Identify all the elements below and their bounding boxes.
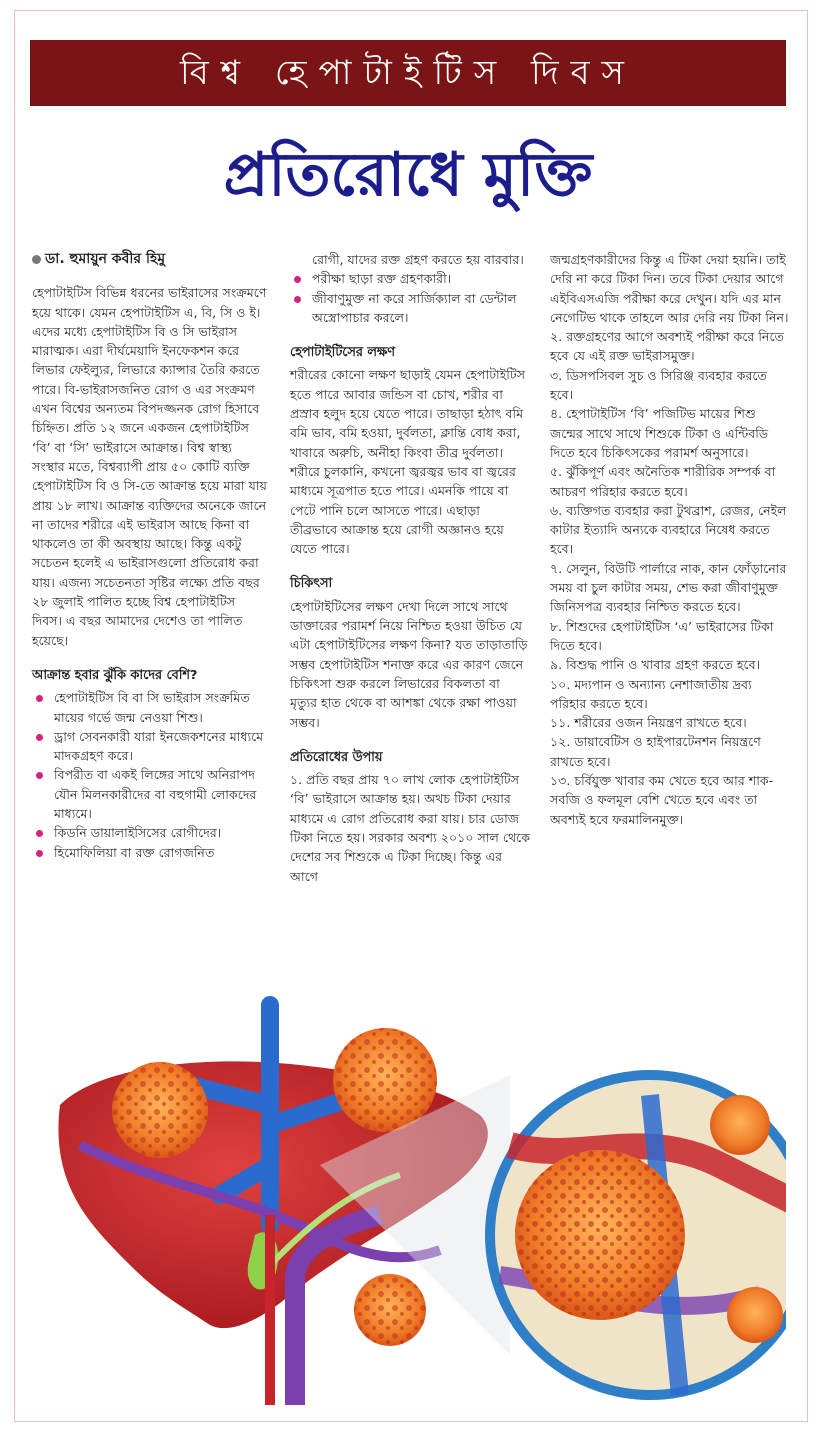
column-1: [32, 250, 268, 862]
treatment-heading: চিকিৎসা: [290, 576, 333, 592]
banner-title: বিশ্ব হেপাটাইটিস দিবস: [30, 40, 786, 106]
prevention-heading: প্রতিরোধের উপায়: [290, 749, 383, 765]
virus-particle: [333, 1028, 437, 1132]
list-item: ৫. ঝুঁকিপূর্ণ এবং অনৈতিক শারীরিক সম্পর্ক বা আচরণ পরিহার করতে হবে।: [550, 464, 776, 499]
risk-list-continued: [290, 269, 530, 327]
list-item: ৩. ডিসপসিবল সুচ ও সিরিঞ্জ ব্যবহার করতে হবে।: [550, 367, 767, 403]
risk-heading: আক্রান্ত হবার ঝুঁকি কাদের বেশি?: [32, 667, 198, 683]
list-item: ৪. হেপাটাইটিস ‘বি’ পজিটিভ মায়ের শিশু জন্মের সাথে সাথে শিশুকে টিকা ও এন্টিবডি দিতে হবে চিকিৎসকের পরামর্শ অনুসারে।: [550, 406, 769, 460]
list-item: পরীক্ষা ছাড়া রক্ত গ্রহণকারী।: [290, 269, 530, 288]
list-item: হেপাটাইটিস বি বা সি ভাইরাস সংক্রমিত মায়ের গর্ভে জন্ম নেওয়া শিশু।: [32, 688, 268, 727]
list-item: ৭. সেলুন, বিউটি পার্লারে নাক, কান ফোঁড়ানোর সময় বা চুল কাটার সময়, শেভ করা জীবাণুমুক্ত জিনিসপত্র ব্যবহার নিশ্চিত করতে হবে।: [550, 560, 787, 615]
virus-particle: [354, 1274, 426, 1346]
risk-continued: রোগী, যাদের রক্ত গ্রহণ করতে হয় বারবার।: [312, 252, 524, 267]
list-item: ১২. ডায়াবেটিস ও হাইপারটেনশন নিয়ন্ত্রণে রাখতে হবে।: [550, 734, 761, 769]
headline: প্রতিরোধে মুক্তি: [223, 140, 593, 210]
list-item: বিপরীত বা একই লিঙ্গের সাথে অনিরাপদ যৌন মিলনকারীদের বা বহুগামী লোকদের মাধ্যমে।: [32, 765, 268, 823]
author-name: ডা. হুমায়ুন কবীর হিমু: [45, 251, 166, 267]
bullet-icon: [32, 255, 41, 264]
list-item: ১১. শরীরের ওজন নিয়ন্ত্রণ রাখতে হবে।: [550, 715, 747, 731]
virus-particle: [112, 1062, 208, 1158]
list-item: জীবাণুমুক্ত না করে সার্জিক্যাল বা ডেন্টাল অস্ত্রোপাচার করলে।: [290, 289, 530, 328]
symptoms-paragraph: শরীরের কোনো লক্ষণ ছাড়াই যেমন হেপাটাইটিস হতে পারে আবার জন্ডিস বা চোখ, শরীর বা প্রস্রাব হলুদ হয়ে যেতে পারে। তাছাড়া হঠাৎ বমি বমি ভাব, বমি হওয়া, দুর্বলতা, ক্লান্তি বোধ করা, খাবারে অরুচি, অনীহা কিংবা তীব্র দুর্বলতা। শরীরে চুলকানি, কখনো জ্বরজ্বর ভাব বা জ্বরের মাধ্যমে সূত্রপাত হতে পারে। এমনকি পায়ে বা পেটে পানি চলে আসতে পারে। এছাড়া তীব্রভাবে আক্রান্ত হয়ে রোগী অজ্ঞানও হয়ে যেতে পারে।: [290, 367, 526, 557]
list-item: ১০. মদ্যপান ও অন্যান্য নেশাজাতীয় দ্রব্য পরিহার করতে হবে।: [550, 676, 752, 711]
prevention-item-1: ১. প্রতি বছর প্রায় ৭০ লাখ লোক হেপাটাইটিস ‘বি’ ভাইরাসে আক্রান্ত হয়। অথচ টিকা দেয়ার মাধ্যমে এ রোগ প্রতিরোধ করা যায়। চার ডোজ টিকা নিতে হয়। সরকার অবশ্য ২০১০ সাল থেকে দেশের সব শিশুকে এ টিকা দিচ্ছে। কিন্তু এর আগে: [290, 772, 531, 884]
list-item: ৬. ব্যক্তিগত ব্যবহার করা টুথব্রাশ, রেজর, নেইল কাটার ইত্যাদি অন্যকে ব্যবহারে নিষেধ করতে হবে।: [550, 502, 787, 557]
magnified-view: [490, 1075, 786, 1395]
list-item: কিডনি ডায়ালাইসিসের রোগীদের।: [32, 823, 268, 842]
column-3: [550, 250, 790, 829]
list-item: ৮. শিশুদের হেপাটাইটিস ‘এ’ ভাইরাসের টিকা দিতে হবে।: [550, 618, 774, 653]
risk-list: [32, 688, 268, 862]
treatment-paragraph: হেপাটাইটিসের লক্ষণ দেখা দিলে সাথে সাথে ডাক্তারের পরামর্শ নিয়ে নিশ্চিত হওয়া উচিত যে এটা হেপাটাইটিসের লক্ষণ কিনা? যত তাড়াতাড়ি সম্ভব হেপাটাইটিস শনাক্ত করে এর কারণ জেনে চিকিৎসা শুরু করলে লিভারের বিকলতা বা মৃত্যুর হাত থেকে বা আশঙ্কা থেকে রক্ষা পাওয়া সম্ভব।: [290, 598, 528, 730]
prevention-continued: জন্মগ্রহণকারীদের কিন্তু এ টিকা দেয়া হয়নি। তাই দেরি না করে টিকা দিন। তবে টিকা দেয়ার আগে এইবিএসএজি পরীক্ষা করে দেখুন। যদি এর মান নেগেটিভ থাকে তাহলে আর দেরি নয় টিকা নিন।: [550, 252, 789, 325]
liver-virus-illustration: [40, 995, 786, 1405]
list-item: হিমোফিলিয়া বা রক্ত রোগজনিত: [32, 843, 268, 862]
column-2: [290, 250, 530, 886]
list-item: ২. রক্তগ্রহণের আগে অবশ্যই পরীক্ষা করে নিতে হবে যে এই রক্ত ভাইরাসমুক্ত।: [550, 329, 784, 364]
intro-paragraph: হেপাটাইটিস বিভিন্ন ধরনের ভাইরাসের সংক্রমণে হয়ে থাকে। যেমন হেপাটাইটিস এ, বি, সি ও ই। এদের মধ্যে হেপাটাইটিস বি ও সি ভাইরাস মারাত্মক। এরা দীর্ঘমেয়াদি ইনফেকশন করে লিভার ফেইল্যুর, লিভারে ক্যান্সার তৈরি করতে পারে। বি-ভাইরাসজনিত রোগ ও এর সংক্রমণ এখন বিশ্বের অন্যতম বিপদজ্জনক রোগ হিসাবে চিহ্নিত। প্রতি ১২ জনে একজন হেপাটাইটিস ‘বি’ বা ‘সি’ ভাইরাসে আক্রান্ত। বিশ্ব স্বাস্থ্য সংস্থার মতে, বিশ্বব্যাপী প্রায় ৫০ কোটি ব্যক্তি হেপাটাইটিস বি ও সি-তে আক্রান্ত হয়ে মারা যায় প্রায় ১৮ লাখ। আক্রান্ত ব্যক্তিদের অনেকে জানে না তাদের শরীরে এই ভাইরাস আছে কিনা বা থাকলেও তা কী অবস্থায় আছে। কিন্তু একটু সচেতন হলেই এ ভাইরাসগুলো প্রতিরোধ করা যায়। এজন্য সচেতনতা সৃষ্টির লক্ষ্যে প্রতি বছর ২৮ জুলাই পালিত হচ্ছে বিশ্ব হেপাটাইটিস দিবস। এ বছর আমাদের দেশেও তা পালিত হয়েছে।: [32, 285, 267, 648]
symptoms-heading: হেপাটাইটিসের লক্ষণ: [290, 345, 396, 361]
author-byline: [32, 250, 268, 269]
list-item: ১৩. চর্বিযুক্ত খাবার কম খেতে হবে আর শাক-সবজি ও ফলমূল বেশি খেতে হবে এবং তা অবশ্যই হবে ফরমালিনমুক্ত।: [550, 773, 774, 827]
list-item: ড্রাগ সেবনকারী যারা ইনজেকশনের মাধ্যমে মাদকগ্রহণ করে।: [32, 727, 268, 766]
list-item: ৯. বিশুদ্ধ পানি ও খাবার গ্রহণ করতে হবে।: [550, 657, 761, 673]
